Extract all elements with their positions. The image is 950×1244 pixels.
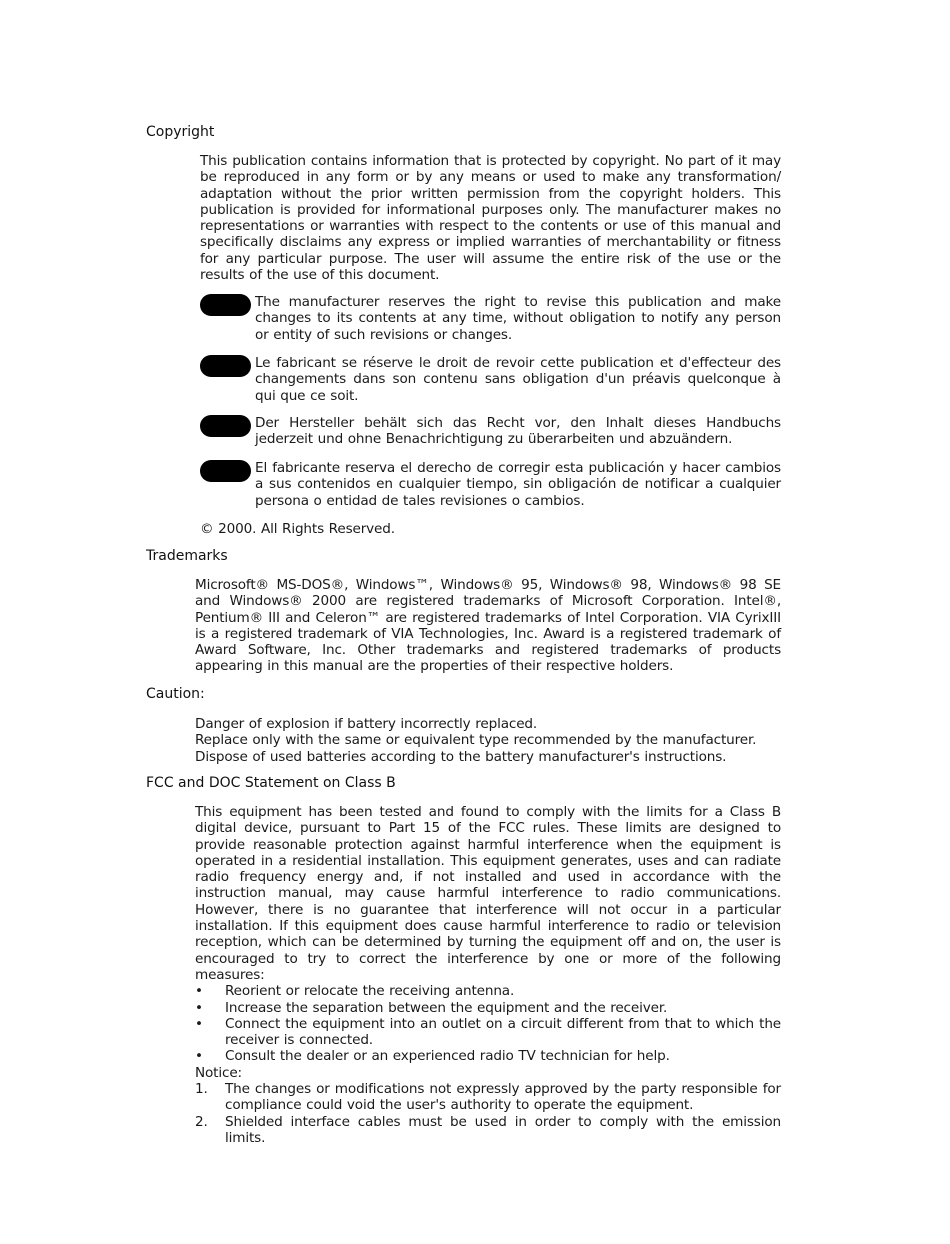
copyright-heading: Copyright xyxy=(146,124,215,140)
bullet-marker: • xyxy=(195,1048,203,1065)
caution-line: Replace only with the same or equivalent type recommended by the manufacturer. xyxy=(195,732,757,749)
notice-text: Der Hersteller behält sich das Recht vor, den Inhalt dieses Handbuchs jederzeit und ohne Benachrichtigung zu überarbeiten und abzuändern. xyxy=(255,415,781,448)
measures-list xyxy=(195,983,781,1064)
trademarks-body: Microsoft® MS-DOS®, Windows™, Windows® 95, Windows® 98, Windows® 98 SE and Windows® 2000 are registered trademarks of Microsoft Corporation. Intel®, Pentium® III and Celeron™ are registered trademarks of Intel Corporation. VIA CyrixIII is a registered trademark of VIA Technologies, Inc. Award is a registered trademark of Award Software, Inc. Other trademarks and registered trademarks of products appearing in this manual are the properties of their respective holders. xyxy=(195,577,781,675)
language-tab-icon xyxy=(200,355,251,377)
caution-line: Dispose of used batteries according to the battery manufacturer's instructions. xyxy=(195,748,727,765)
list-item-text: Consult the dealer or an experienced radio TV technician for help. xyxy=(225,1048,670,1065)
bullet-marker: • xyxy=(195,999,203,1016)
list-item-text: Shielded interface cables must be used in order to comply with the emission limits. xyxy=(225,1113,781,1146)
fcc-heading: FCC and DOC Statement on Class B xyxy=(146,775,396,791)
list-item xyxy=(195,1048,781,1064)
fcc-paragraph: This equipment has been tested and found to comply with the limits for a Class B digital device, pursuant to Part 15 of the FCC rules. These limits are designed to provide reasonable protection against harmful interference when the equipment is operated in a residential installation. This equipment generates, uses and can radiate radio frequency energy and, if not installed and used in accordance with the instruction manual, may cause harmful interference to radio communications. However, there is no guarantee that interference will not occur in a particular installation. If this equipment does cause harmful interference to radio or television reception, which can be determined by turning the equipment off and on, the user is encouraged to try to correct the interference by one or more of the following measures: xyxy=(195,804,781,983)
notice-text: The manufacturer reserves the right to revise this publication and make changes to its contents at any time, without obligation to notify any person or entity of such revisions or changes. xyxy=(255,294,781,343)
notice-label: Notice: xyxy=(195,1064,242,1081)
copyright-body xyxy=(200,153,781,283)
fcc-body xyxy=(195,804,781,1146)
number-marker: 1. xyxy=(195,1081,208,1098)
notice-french xyxy=(200,355,781,404)
trademarks-heading: Trademarks xyxy=(146,548,228,564)
list-item-text: Increase the separation between the equipment and the receiver. xyxy=(225,999,668,1016)
copyright-paragraph: This publication contains information that is protected by copyright. No part of it may be reproduced in any form or by any means or used to make any transformation/ adaptation without the prior written permission from the copyright holders. This publication is provided for informational purposes only. The manufacturer makes no representations or warranties with respect to the contents or use of this manual and specifically disclaims any express or implied warranties of merchantability or fitness for any particular purpose. The user will assume the entire risk of the use or the results of the use of this document. xyxy=(200,153,781,284)
notice-text: El fabricante reserva el derecho de corregir esta publicación y hacer cambios a sus contenidos en cualquier tiempo, sin obligación de notificar a cualquier persona o entidad de tales revisiones o cambios. xyxy=(255,460,781,509)
bullet-marker: • xyxy=(195,983,203,1000)
list-item xyxy=(195,1114,781,1147)
notice-list xyxy=(195,1081,781,1146)
bullet-marker: • xyxy=(195,1015,203,1032)
caution-heading: Caution: xyxy=(146,686,205,702)
list-item-text: Reorient or relocate the receiving antenna. xyxy=(225,983,515,1000)
list-item xyxy=(195,1000,781,1016)
caution-body xyxy=(195,716,781,765)
language-tab-icon xyxy=(200,415,251,437)
list-item xyxy=(195,1081,781,1114)
rights-statement: © 2000. All Rights Reserved. xyxy=(200,521,395,537)
notice-german xyxy=(200,415,781,448)
notice-english xyxy=(200,294,781,343)
caution-line: Danger of explosion if battery incorrectly replaced. xyxy=(195,716,538,732)
language-tab-icon xyxy=(200,460,251,482)
number-marker: 2. xyxy=(195,1113,208,1130)
list-item xyxy=(195,983,781,999)
list-item-text: The changes or modifications not expressly approved by the party responsible for compliance could void the user's authority to operate the equipment. xyxy=(225,1081,781,1114)
list-item xyxy=(195,1016,781,1049)
notice-spanish xyxy=(200,460,781,509)
language-tab-icon xyxy=(200,294,251,316)
list-item-text: Connect the equipment into an outlet on a circuit different from that to which the receiver is connected. xyxy=(225,1015,781,1049)
notice-text: Le fabricant se réserve le droit de revoir cette publication et d'effecteur des changements dans son contenu sans obligation d'un préavis quelconque à qui que ce soit. xyxy=(255,355,781,404)
